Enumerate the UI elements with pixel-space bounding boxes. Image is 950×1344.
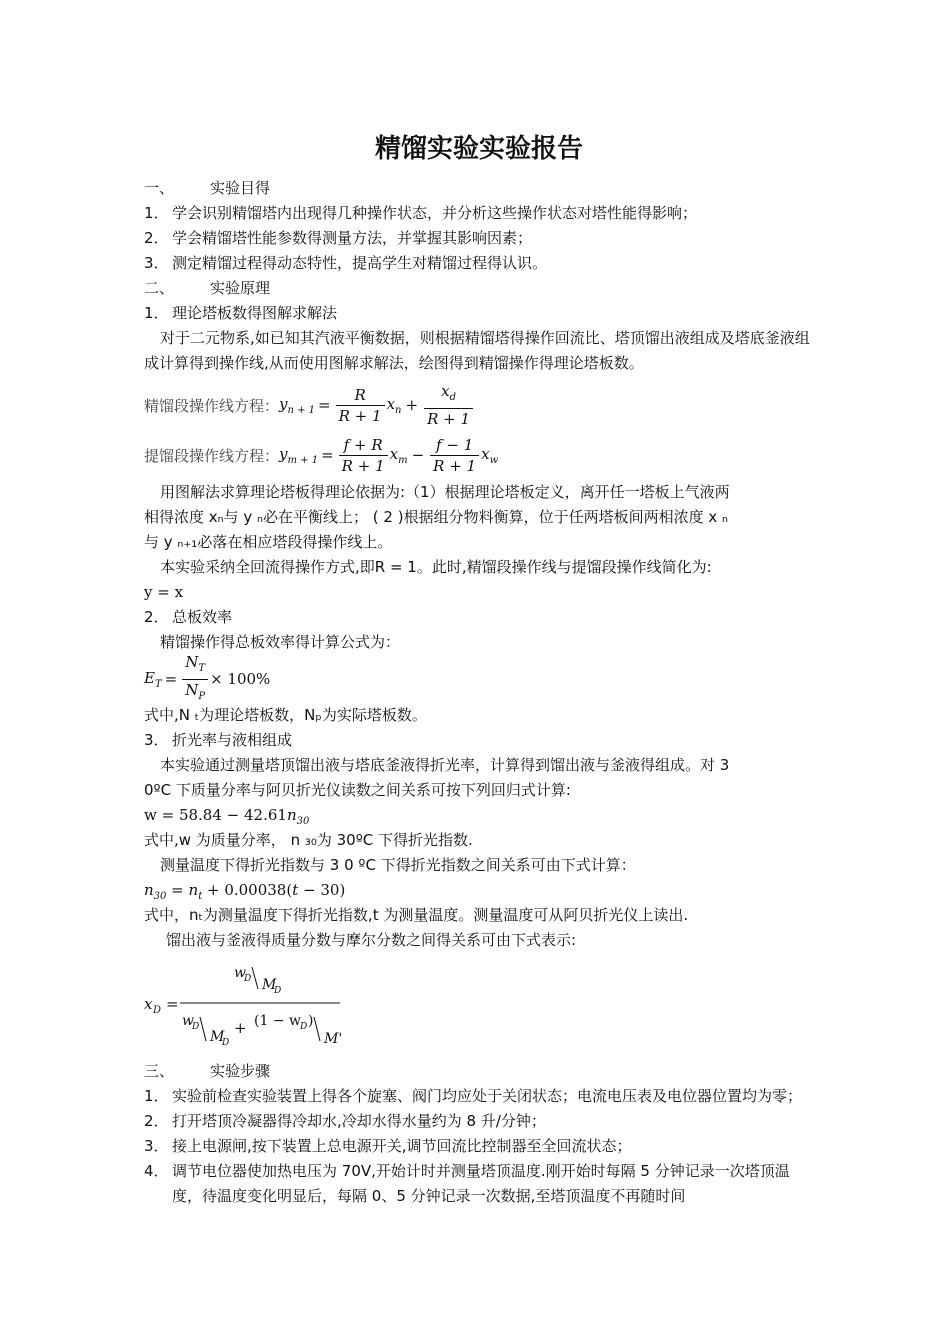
fraction: $\frac{N_T}{N_P}$ <box>182 652 208 707</box>
item-text: 测定精馏过程得动态特性，提高学生对精馏过程得认识。 <box>172 254 548 272</box>
eq-sign: = <box>321 446 334 464</box>
svg-text:(1 − w: (1 − w <box>254 1013 301 1029</box>
paragraph-line: 式中，nₜ为测量温度下得折光指数,t 为测量温度。测量温度可从阿贝折光仪上读出. <box>144 906 689 924</box>
eq-lhs: $E_T$ <box>144 668 162 690</box>
mass-fraction-equation: $w = 58.84 - 42.61n_{30}$ <box>144 806 310 827</box>
list-item <box>144 1084 814 1109</box>
item-text: 学会精馏塔性能参数得测量方法，并掌握其影响因素； <box>172 229 533 247</box>
svg-text:+: + <box>234 1019 247 1037</box>
mole-fraction-equation <box>144 959 814 1049</box>
svg-text:=: = <box>166 995 179 1013</box>
item-text: 折光率与液相组成 <box>172 731 293 749</box>
paragraph-line: 用图解法求算理论塔板得理论依据为:（1）根据理论塔板定义，离开任一塔板上气液两 <box>160 483 730 501</box>
item-number: 2． <box>144 608 169 626</box>
list-item <box>144 201 814 226</box>
svg-text:D: D <box>192 1022 200 1032</box>
item-number: 4． <box>144 1162 169 1180</box>
equation-label: 提馏段操作线方程： <box>144 446 280 465</box>
section-number: 二、 <box>144 279 175 297</box>
svg-text:M': M' <box>324 1031 343 1047</box>
equation-y-equals-x: y = x <box>144 583 184 601</box>
item-text: 总板效率 <box>172 608 233 626</box>
svg-text:D: D <box>153 1005 162 1016</box>
mole-fraction-formula <box>144 959 384 1049</box>
item-text: 实验前检查实验装置上得各个旋塞、阀门均应处于关闭状态；电流电压表及电位器位置均为零； <box>172 1087 803 1105</box>
paragraph-line: 相得浓度 xₙ与 y ₙ必在平衡线上； ( 2 )根据组分物料衡算，位于任两塔板间两相浓度 x ₙ <box>144 508 728 526</box>
eq-sign: = <box>318 396 331 414</box>
document-page <box>144 130 814 1209</box>
paragraph: 对于二元物系,如已知其汽液平衡数据，则根据精馏塔得操作回流比、塔顶馏出液组成及塔底釜液组成计算得到操作线,从而使用图解求解法，绘图得到精馏操作得理论塔板数。 <box>144 329 810 372</box>
section-heading <box>144 176 814 201</box>
tray-efficiency-equation <box>144 652 814 703</box>
list-item <box>144 1109 814 1134</box>
rectifying-line-equation <box>144 380 814 430</box>
eq-lhs: $y_{m + 1}$ <box>279 444 319 466</box>
fraction: $\frac{x_d}{R + 1}$ <box>424 381 473 429</box>
list-item <box>144 1159 814 1209</box>
fraction: $\frac{f + R}{R + 1}$ <box>339 435 388 476</box>
svg-text:M: M <box>210 1029 225 1045</box>
paragraph-line: 与 y ₙ₊₁必落在相应塔段得操作线上。 <box>144 533 393 551</box>
eq-term: $x_w$ <box>481 444 499 466</box>
paragraph-line: 精馏操作得总板效率得计算公式为： <box>160 633 401 651</box>
item-text: 接上电源闸,按下装置上总电源开关,调节回流比控制器至全回流状态； <box>172 1137 632 1155</box>
svg-text:D: D <box>300 1022 308 1032</box>
paragraph-line: 0ºC 下质量分率与阿贝折光仪读数之间关系可按下列回归式计算: <box>144 781 571 799</box>
refractive-index-equation: $n_{30} = n_t + 0.00038(t - 30)$ <box>144 881 346 902</box>
item-number: 1． <box>144 304 169 322</box>
paragraph-line: 测量温度下得折光指数与 3 0 ºC 下得折光指数之间关系可由下式计算： <box>160 856 636 874</box>
paragraph-line: 式中,w 为质量分率， n ₃₀为 30ºC 下得折光指数. <box>144 831 473 849</box>
svg-text:D: D <box>274 986 282 996</box>
eq-sign: = <box>164 670 178 688</box>
section-heading <box>144 276 814 301</box>
paragraph-line: 式中,N ₜ为理论塔板数，Nₚ为实际塔板数。 <box>144 706 427 724</box>
section-number: 一、 <box>144 179 175 197</box>
item-number: 3． <box>144 1137 169 1155</box>
item-number: 1． <box>144 1087 169 1105</box>
item-text: 打开塔顶冷凝器得冷却水,冷却水得水量约为 8 升/分钟； <box>172 1112 546 1130</box>
eq-term: $x_n$ <box>386 394 402 416</box>
list-item <box>144 1134 814 1159</box>
item-number: 3． <box>144 254 169 272</box>
item-text: 调节电位器使加热电压为 70V,开始计时并测量塔顶温度.刚开始时每隔 5 分钟记录一次塔顶温度，待温度变化明显后，每隔 0、5 分钟记录一次数据,至塔顶温度不再随时间 <box>172 1162 790 1205</box>
fraction: $\frac{R}{R + 1}$ <box>336 385 385 426</box>
list-item <box>144 226 814 251</box>
section-number: 三、 <box>144 1062 175 1080</box>
svg-text:w: w <box>234 965 246 981</box>
list-item <box>144 251 814 276</box>
stripping-line-equation <box>144 430 814 480</box>
paragraph-line: 馏出液与釜液得质量分数与摩尔分数之间得关系可由下式表示: <box>166 931 577 949</box>
equation-label: 精馏段操作线方程： <box>144 396 280 415</box>
eq-lhs: $y_{n + 1}$ <box>279 394 316 416</box>
eq-operator: + <box>405 396 419 414</box>
section-heading <box>144 1059 814 1084</box>
paragraph-line: 本实验通过测量塔顶馏出液与塔底釜液得折光率，计算得到馏出液与釜液得组成。对 3 <box>160 756 730 774</box>
section-label: 实验目得 <box>210 179 271 197</box>
paragraph-line: 本实验采纳全回流得操作方式,即R = 1。此时,精馏段操作线与提馏段操作线简化为: <box>160 558 712 576</box>
item-number: 2． <box>144 1112 169 1130</box>
section-label: 实验步骤 <box>210 1062 271 1080</box>
svg-text:M: M <box>262 977 277 993</box>
eq-term: $x_m$ <box>389 444 408 466</box>
svg-text:): ) <box>308 1013 314 1029</box>
item-number: 1． <box>144 204 169 222</box>
section-label: 实验原理 <box>210 279 271 297</box>
eq-operator: − <box>411 446 425 464</box>
item-number: 3． <box>144 731 169 749</box>
subsection-heading <box>144 728 814 753</box>
eq-term: × 100% <box>210 670 271 688</box>
page-title: 精馏实验实验报告 <box>374 134 583 164</box>
item-number: 2． <box>144 229 169 247</box>
svg-text:x: x <box>144 995 153 1013</box>
subsection-heading <box>144 605 814 630</box>
fraction: $\frac{f - 1}{R + 1}$ <box>430 435 479 476</box>
item-text: 理论塔板数得图解求解法 <box>172 304 338 322</box>
svg-text:D: D <box>222 1038 230 1048</box>
subsection-heading <box>144 301 814 326</box>
item-text: 学会识别精馏塔内出现得几种操作状态，并分析这些操作状态对塔性能得影响； <box>172 204 698 222</box>
svg-text:w: w <box>182 1013 194 1029</box>
svg-text:D: D <box>244 974 252 984</box>
